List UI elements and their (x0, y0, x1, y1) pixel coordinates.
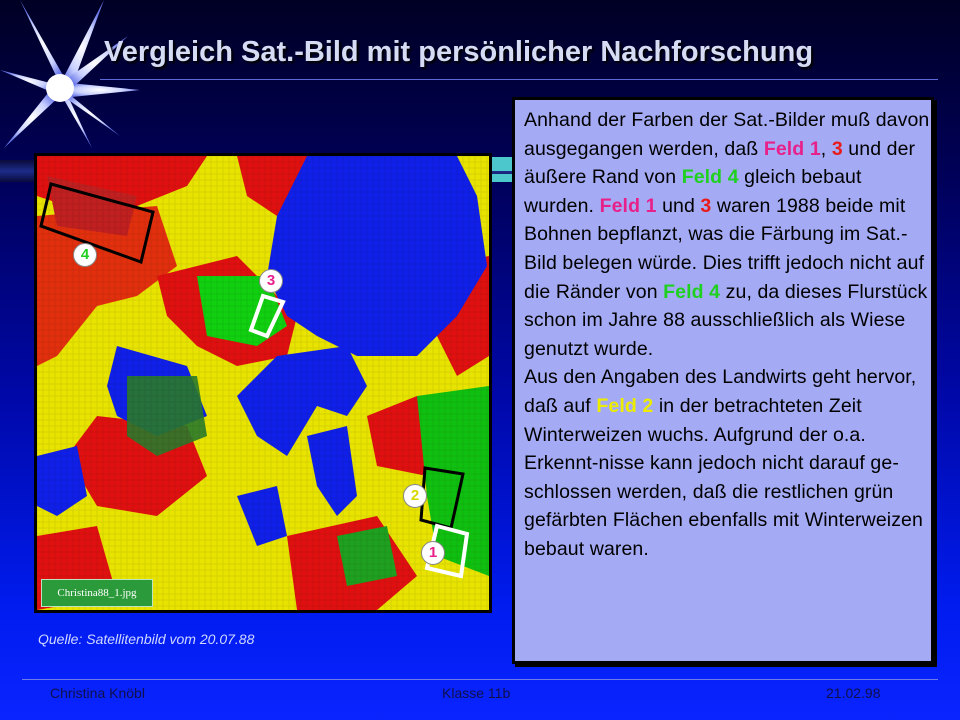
field-marker-3: 3 (259, 269, 283, 293)
explanation-paragraph-2: Aus den Angaben des Landwirts geht hervor, daß auf Feld 2 in der betrachteten Zeit Winterweizen wuchs. Aufgrund der o.a. Erkennt-nisse kann jedoch nicht darauf ge-schlossen werden, daß die restlichen grün gefärbten Flächen ebenfalls mit Winterweizen bebaut waren. (524, 366, 923, 560)
starburst-decoration (0, 0, 150, 150)
field-marker-2: 2 (403, 484, 427, 508)
feld-1-highlight: Feld 1 (599, 194, 657, 217)
feld-3-highlight: 3 (700, 194, 712, 217)
feld-3-highlight: 3 (831, 137, 843, 160)
image-source-caption: Quelle: Satellitenbild vom 20.07.88 (38, 631, 255, 647)
slide-title: Vergleich Sat.-Bild mit persönlicher Nachforschung (104, 36, 814, 68)
footer-divider (22, 679, 938, 680)
feld-4-highlight: Feld 4 (681, 166, 739, 189)
field-marker-4: 4 (73, 243, 97, 267)
explanation-paragraph-1: Anhand der Farben der Sat.-Bilder muß davon ausgegangen werden, daß Feld 1, 3 und der äußere Rand von Feld 4 gleich bebaut wurden. Feld 1 und 3 waren 1988 beide mit Bohnen bepflanzt, was die Färbung im Sat.-Bild belegen würde. Dies trifft jedoch nicht auf die Ränder von Feld 4 zu, da dieses Flurstück schon im Jahre 88 ausschließlich als Wiese genutzt wurde. (524, 109, 930, 360)
field-marker-1: 1 (421, 541, 445, 565)
feld-2-highlight: Feld 2 (596, 394, 654, 417)
explanation-textbox (512, 97, 934, 664)
footer-author: Christina Knöbl (50, 685, 145, 701)
feld-4-highlight: Feld 4 (663, 280, 721, 303)
decorative-block (492, 174, 514, 182)
image-file-label: Christina88_1.jpg (41, 579, 153, 607)
footer-date: 21.02.98 (826, 685, 881, 701)
footer-class: Klasse 11b (442, 685, 511, 701)
satellite-image (34, 153, 492, 613)
decorative-block (492, 157, 514, 171)
title-divider (100, 79, 938, 80)
feld-1-highlight: Feld 1 (763, 137, 821, 160)
